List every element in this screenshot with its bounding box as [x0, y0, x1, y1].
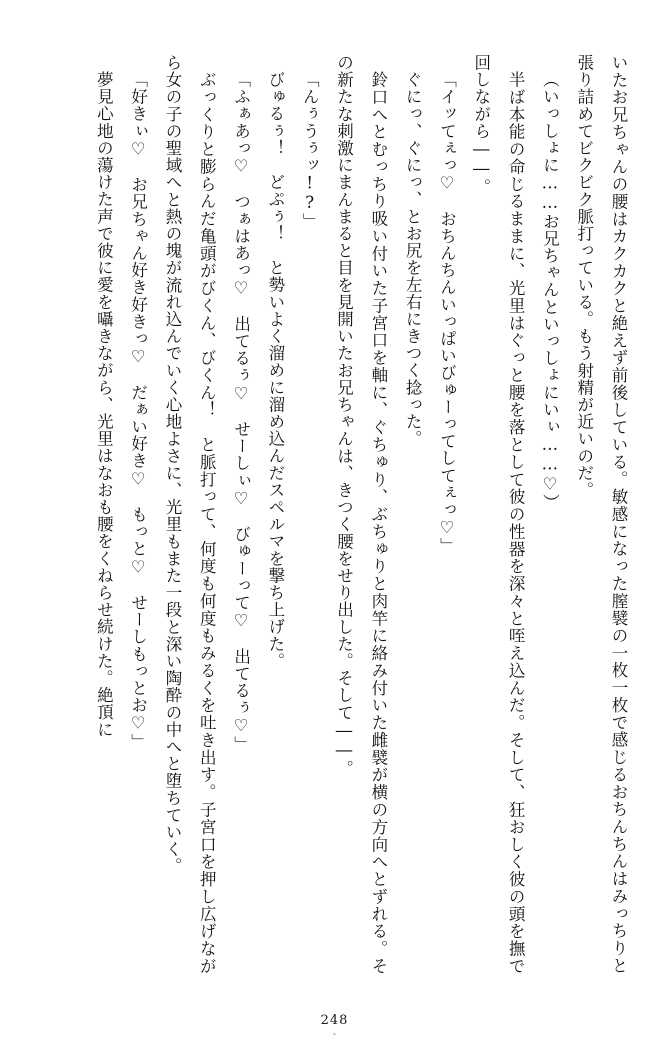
- paragraph: 「んぅうぅッ!?」: [300, 70, 320, 230]
- paragraph: 「好きぃ♡ お兄ちゃん好き好きっ♡ だぁい好き♡ もっと♡ せーしもっとお♡」: [128, 70, 148, 750]
- paragraph: 夢見心地の蕩けた声で彼に愛を囁きながら、光里はなおも腰をくねらせ続けた。絶頂に: [94, 70, 114, 738]
- paragraph: ぶっくりと膨らんだ亀頭がびくん、びくん！ と脈打って、何度も何度もみるくを吐き出す。子宮口を押し広げながら女の子の聖域へと熱の塊が流れ込んでいく心地よさに、光里もまた一段と深い陶酔の中へと堕ちていく。: [162, 54, 217, 974]
- page-footer-mark: -: [332, 1029, 337, 1040]
- page-number: 248: [320, 1013, 349, 1028]
- paragraph: 半ば本能の命じるままに、光里はぐっと腰を落として彼の性器を深々と咥え込んだ。そして、狂おしく彼の頭を撫で回しながら――。: [471, 54, 526, 974]
- paragraph: 「ふぁあっ♡ つぁはあっ♡ 出てるぅ♡ せーしぃ♡ びゅーって♡ 出てるぅ♡」: [231, 70, 251, 753]
- paragraph: びゅるぅ！ どぷぅ！ と勢いよく溜めに溜め込んだスペルマを撃ち上げた。: [265, 70, 285, 669]
- paragraph: 鈴口へとむっちり吸い付いた子宮口を軸に、ぐちゅり、ぶちゅりと肉竿に絡み付いた雌襞が横の方向へとずれる。その新たな刺激にまんまると目を見開いたお兄ちゃんは、きつく腰をせり出した。そして――。: [334, 54, 388, 974]
- paragraph: （いっしょに……お兄ちゃんといっしょにいぃ……♡）: [540, 70, 560, 511]
- vertical-text-body: [34, 54, 635, 974]
- paragraph: 「イッてぇっ♡ おちんちんいっぱいびゅーってしてぇっ♡」: [437, 70, 457, 555]
- paragraph: ぐにっ、ぐにっ、とお尻を左右にきつく捻った。: [403, 70, 423, 447]
- paragraph: いたお兄ちゃんの腰はカクカクと絶えず前後している。敏感になった膣襞の一枚一枚で感じるおちんちんはみっちりと張り詰めてビクビク脈打っている。もう射精が近いのだ。: [574, 54, 628, 974]
